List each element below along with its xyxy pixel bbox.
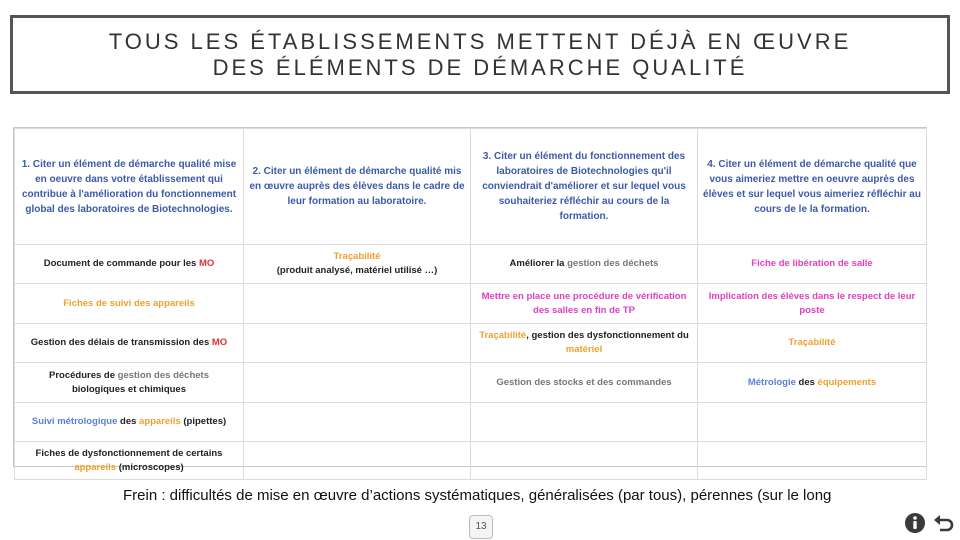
cell-text: Mettre en place une procédure de vérification des salles en fin de TP bbox=[481, 290, 687, 316]
cell-text: Métrologie bbox=[747, 376, 796, 388]
table-cell bbox=[244, 245, 471, 284]
cell-text: Traçabilité bbox=[333, 251, 381, 262]
cell-text: (produit analysé, matériel utilisé …) bbox=[276, 265, 438, 276]
cell-text: équipements bbox=[817, 376, 877, 388]
cell-text: MO bbox=[211, 337, 228, 348]
table-row bbox=[15, 442, 927, 480]
table-cell bbox=[471, 284, 698, 324]
header-q4: 4. Citer un élément de démarche qualité que vous aimeriez mettre en oeuvre auprès des élèves et sur lequel vous aimeriez réfléchir au cours de le la formation. bbox=[698, 129, 927, 245]
table-cell bbox=[15, 403, 244, 442]
cell-text: appareils bbox=[74, 461, 117, 473]
table-row bbox=[15, 403, 927, 442]
cell-text: MO bbox=[198, 258, 215, 269]
table-row bbox=[15, 284, 927, 324]
cell-text: Améliorer la bbox=[509, 258, 568, 269]
cell-text: appareils bbox=[139, 416, 181, 427]
cell-text: matériel bbox=[565, 344, 603, 355]
table-cell bbox=[698, 284, 927, 324]
table-cell bbox=[15, 245, 244, 284]
info-icon[interactable] bbox=[904, 512, 926, 534]
header-q2: 2. Citer un élément de démarche qualité mis en œuvre auprès des élèves dans le cadre de leur formation au laboratoire. bbox=[244, 129, 471, 245]
table-cell bbox=[244, 363, 471, 403]
table-row bbox=[15, 363, 927, 403]
cell-text: Gestion des stocks et des commandes bbox=[496, 376, 672, 388]
footnote-text: Frein : difficultés de mise en œuvre d’actions systématiques, généralisées (par tous), pérennes (sur le long bbox=[123, 487, 832, 504]
return-icon[interactable] bbox=[932, 512, 954, 534]
cell-text: Fiches de dysfonctionnement de certains bbox=[35, 447, 223, 459]
cell-text: Traçabilité bbox=[479, 330, 527, 341]
table-row bbox=[15, 245, 927, 284]
cell-text: Document de commande pour les bbox=[43, 258, 199, 269]
table-cell bbox=[244, 442, 471, 480]
table-cell bbox=[698, 363, 927, 403]
table-cell bbox=[471, 363, 698, 403]
cell-text: Implication des élèves dans le respect de leur poste bbox=[708, 290, 916, 316]
title-line-2: DES ÉLÉMENTS DE DÉMARCHE QUALITÉ bbox=[212, 54, 748, 80]
header-q3: 3. Citer un élément du fonctionnement des laboratoires de Biotechnologies qu'il conviendrait d'améliorer et sur lequel vous souhaiteriez réfléchir au cours de la formation. bbox=[471, 129, 698, 245]
table-cell bbox=[244, 403, 471, 442]
table-row bbox=[15, 324, 927, 363]
cell-text: gestion des déchets bbox=[117, 369, 209, 381]
table-cell bbox=[698, 442, 927, 480]
table-cell bbox=[15, 284, 244, 324]
table-cell bbox=[698, 245, 927, 284]
cell-text: Procédures de bbox=[49, 369, 118, 381]
table-cell bbox=[698, 324, 927, 363]
cell-text: Fiches de suivi des appareils bbox=[63, 297, 195, 309]
cell-text: , gestion des dysfonctionnement du bbox=[526, 330, 689, 341]
table-cell bbox=[244, 324, 471, 363]
table-header-row bbox=[15, 129, 927, 245]
title-line-1: TOUS LES ÉTABLISSEMENTS METTENT DÉJÀ EN ŒUVRE bbox=[108, 28, 852, 54]
table-cell bbox=[471, 403, 698, 442]
cell-text: des bbox=[795, 376, 818, 388]
table-cell bbox=[244, 284, 471, 324]
cell-text: Traçabilité bbox=[788, 337, 836, 348]
cell-text: des bbox=[117, 416, 140, 427]
header-q1: 1. Citer un élément de démarche qualité mise en oeuvre dans votre établissement qui contribue à l'amélioration du fonctionnement global des laboratoires de Biotechnologies. bbox=[15, 129, 244, 245]
page-number: 13 bbox=[469, 515, 493, 539]
cell-text: Fiche de libération de salle bbox=[751, 258, 873, 269]
cell-text: (microscopes) bbox=[116, 461, 184, 473]
cell-text: Suivi métrologique bbox=[31, 416, 118, 427]
title-box bbox=[10, 15, 950, 94]
cell-text: (pipettes) bbox=[180, 416, 227, 427]
table-cell bbox=[471, 324, 698, 363]
cell-text: Gestion des délais de transmission des bbox=[30, 337, 212, 348]
table-cell bbox=[698, 403, 927, 442]
cell-text: biologiques et chimiques bbox=[71, 383, 186, 395]
cell-text: gestion des déchets bbox=[567, 258, 659, 269]
table-cell bbox=[471, 442, 698, 480]
table-cell bbox=[15, 442, 244, 480]
table-cell bbox=[471, 245, 698, 284]
table-cell bbox=[15, 363, 244, 403]
table-cell bbox=[15, 324, 244, 363]
survey-table bbox=[13, 127, 927, 473]
